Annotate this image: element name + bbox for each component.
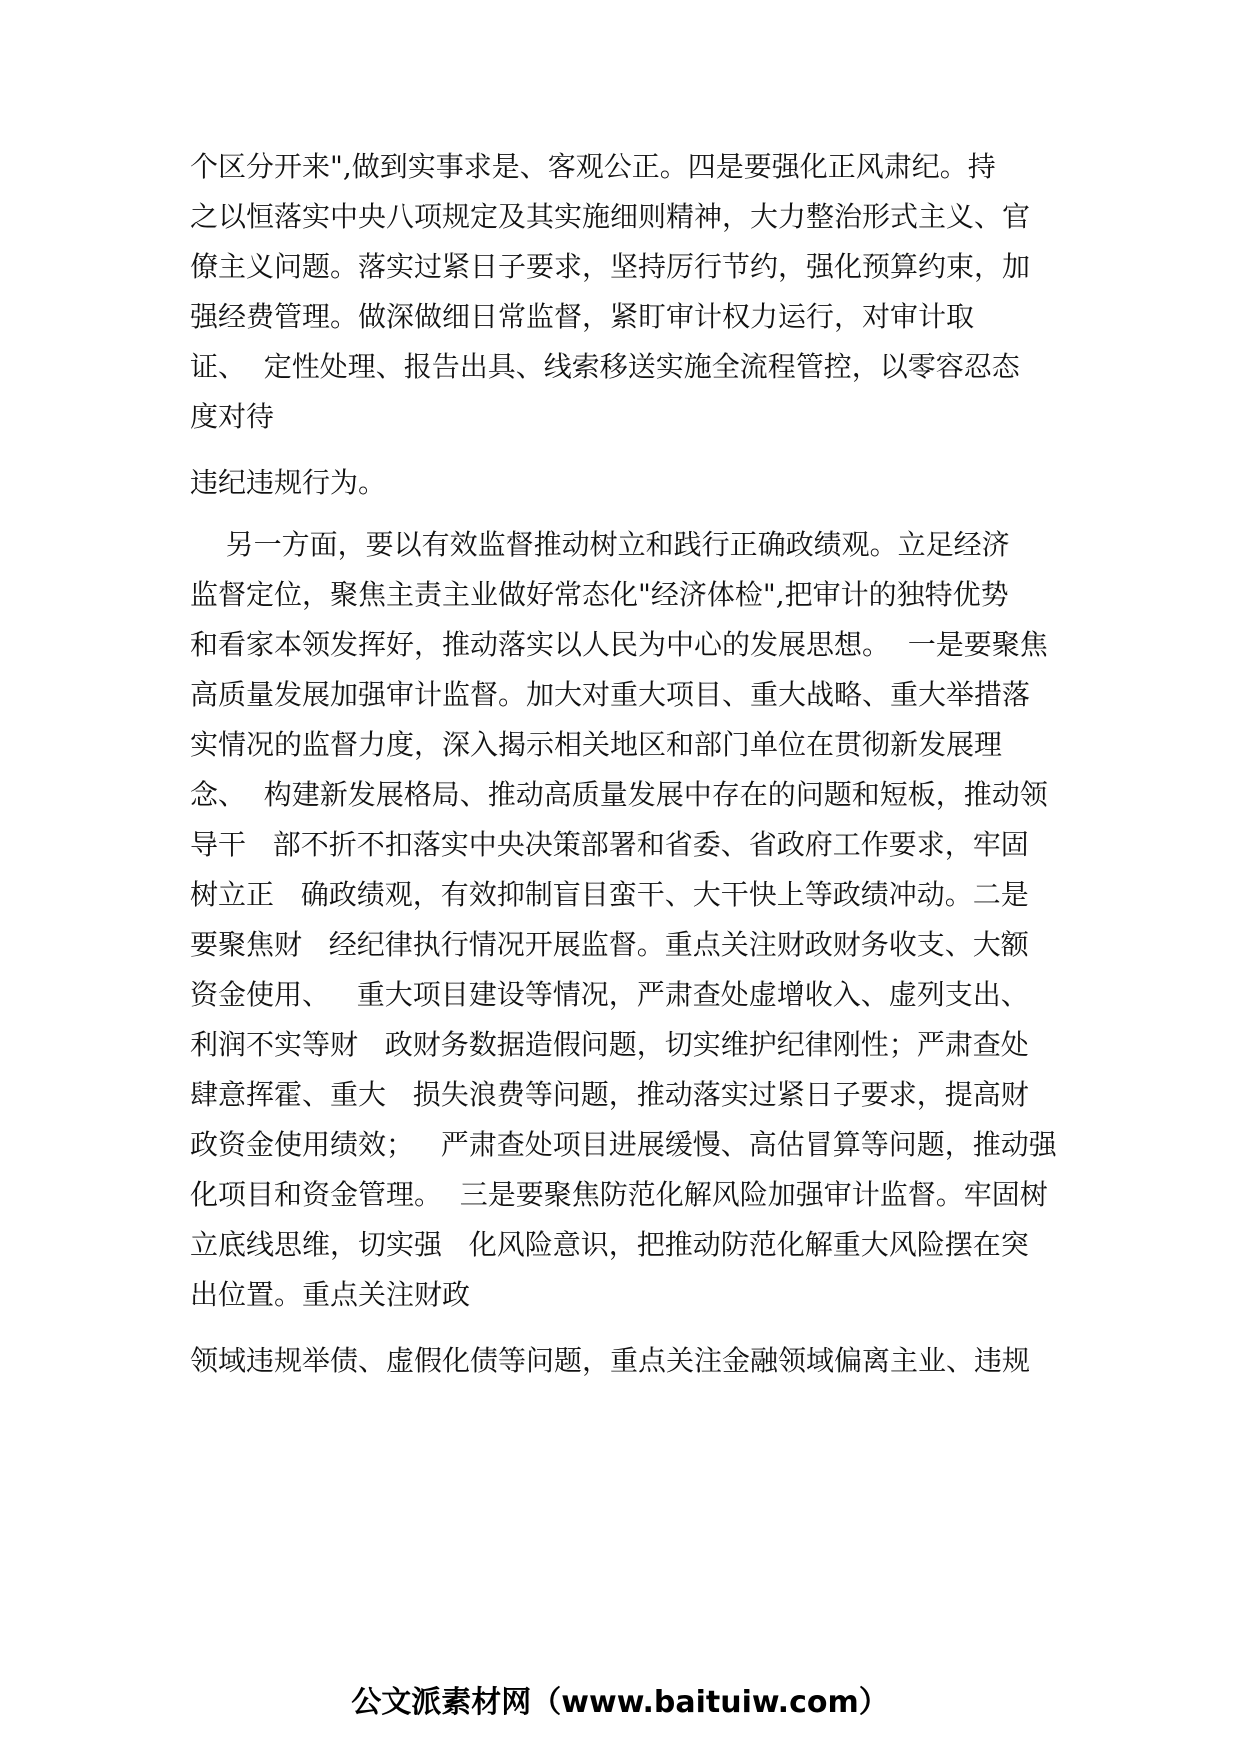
text-line: 僚主义问题。落实过紧日子要求，坚持厉行节约，强化预算约束，加 [190,250,1031,283]
text-line: 念、 构建新发展格局、推动高质量发展中存在的问题和短板，推动领 [190,778,1048,811]
text-line: 导干 部不折不扣落实中央决策部署和省委、省政府工作要求，牢固 [190,828,1029,861]
footer-watermark: 公文派素材网（www.baituiw.com） [351,1685,889,1720]
text-line: 肆意挥霍、重大 损失浪费等问题，推动落实过紧日子要求，提高财 [190,1078,1029,1111]
text-line: 度对待 [190,400,275,433]
text-line: 树立正 确政绩观，有效抑制盲目蛮干、大干快上等政绩冲动。二是 [190,878,1029,911]
text-line: 监督定位，聚焦主责主业做好常态化"经济体检",把审计的独特优势 [190,578,1009,611]
text-line: 和看家本领发挥好，推动落实以人民为中心的发展思想。 一是要聚焦 [190,628,1048,661]
text-line: 化项目和资金管理。 三是要聚焦防范化解风险加强审计监督。牢固树 [190,1178,1048,1211]
text-line: 另一方面，要以有效监督推动树立和践行正确政绩观。立足经济 [190,528,1010,561]
text-line: 之以恒落实中央八项规定及其实施细则精神，大力整治形式主义、官 [190,200,1031,233]
text-line: 政资金使用绩效； 严肃查处项目进展缓慢、高估冒算等问题，推动强 [190,1128,1057,1161]
text-line: 要聚焦财 经纪律执行情况开展监督。重点关注财政财务收支、大额 [190,928,1029,961]
text-line: 利润不实等财 政财务数据造假问题，切实维护纪律刚性；严肃查处 [190,1028,1029,1061]
text-line: 强经费管理。做深做细日常监督，紧盯审计权力运行，对审计取 [190,300,975,333]
text-line: 立底线思维，切实强 化风险意识，把推动防范化解重大风险摆在突 [190,1228,1029,1261]
text-line: 领域违规举债、虚假化债等问题，重点关注金融领域偏离主业、违规 [190,1344,1031,1377]
text-line: 资金使用、 重大项目建设等情况，严肃查处虚增收入、虚列支出、 [190,978,1029,1011]
text-line: 高质量发展加强审计监督。加大对重大项目、重大战略、重大举措落 [190,678,1031,711]
text-line: 违纪违规行为。 [190,466,387,499]
text-line: 个区分开来",做到实事求是、客观公正。四是要强化正风肃纪。持 [190,150,996,183]
text-line: 出位置。重点关注财政 [190,1278,471,1311]
text-line: 证、 定性处理、报告出具、线索移送实施全流程管控，以零容忍态 [190,350,1020,383]
text-line: 实情况的监督力度，深入揭示相关地区和部门单位在贯彻新发展理 [190,728,1003,761]
